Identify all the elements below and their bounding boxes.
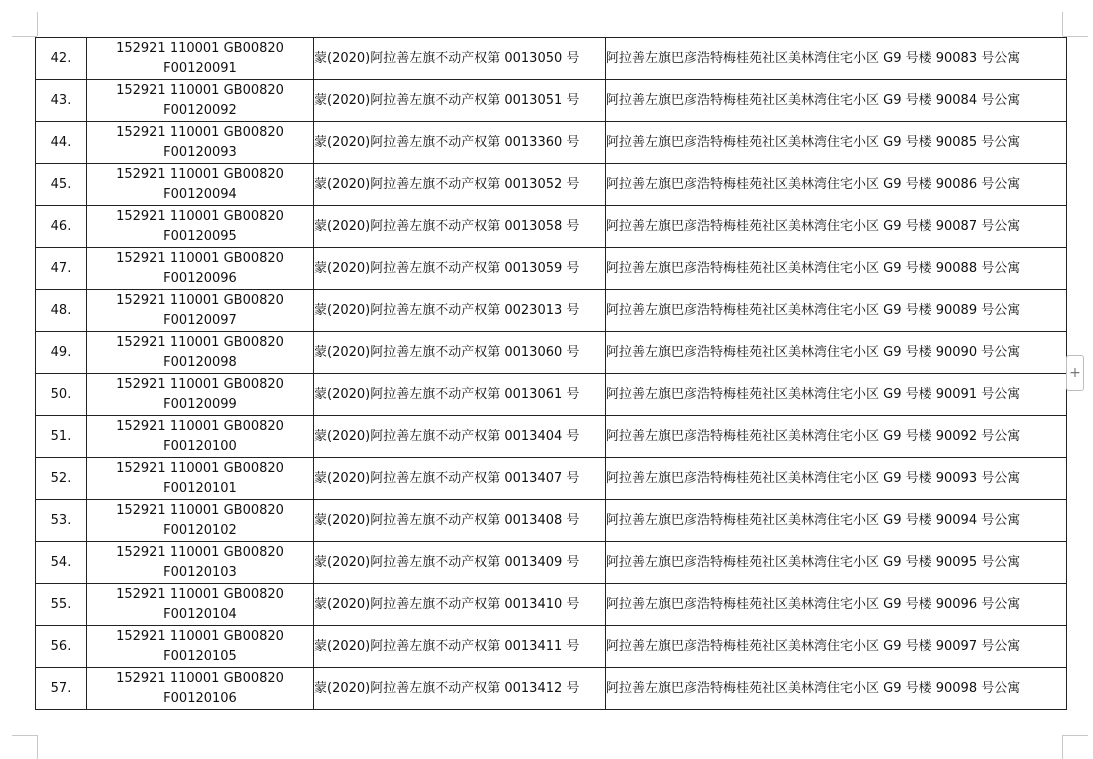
row-index: 57. bbox=[36, 668, 87, 710]
unit-code-line2: F00120095 bbox=[163, 228, 237, 244]
unit-code-cell bbox=[87, 206, 314, 248]
table-row bbox=[36, 206, 1067, 248]
unit-code-line2: F00120102 bbox=[163, 522, 237, 538]
unit-code-line2: F00120104 bbox=[163, 606, 237, 622]
crop-mark-top-left-vertical bbox=[37, 12, 38, 36]
certificate-number: 蒙(2020)阿拉善左旗不动产权第 0013060 号 bbox=[314, 332, 606, 374]
table-row bbox=[36, 374, 1067, 416]
unit-code-line2: F00120096 bbox=[163, 270, 237, 286]
table-row bbox=[36, 668, 1067, 710]
property-address: 阿拉善左旗巴彦浩特梅桂苑社区美林湾住宅小区 G9 号楼 90089 号公寓 bbox=[606, 290, 1067, 332]
unit-code-line1: 152921 110001 GB00820 bbox=[116, 292, 284, 308]
unit-code-cell bbox=[87, 122, 314, 164]
unit-code-cell bbox=[87, 584, 314, 626]
certificate-number: 蒙(2020)阿拉善左旗不动产权第 0013412 号 bbox=[314, 668, 606, 710]
property-address: 阿拉善左旗巴彦浩特梅桂苑社区美林湾住宅小区 G9 号楼 90085 号公寓 bbox=[606, 122, 1067, 164]
table-row bbox=[36, 332, 1067, 374]
unit-code-line1: 152921 110001 GB00820 bbox=[116, 376, 284, 392]
row-index: 44. bbox=[36, 122, 87, 164]
unit-code-cell bbox=[87, 668, 314, 710]
property-address: 阿拉善左旗巴彦浩特梅桂苑社区美林湾住宅小区 G9 号楼 90083 号公寓 bbox=[606, 38, 1067, 80]
expand-handle-button[interactable] bbox=[1066, 355, 1084, 391]
row-index: 52. bbox=[36, 458, 87, 500]
table-row bbox=[36, 290, 1067, 332]
unit-code-line1: 152921 110001 GB00820 bbox=[116, 334, 284, 350]
property-address: 阿拉善左旗巴彦浩特梅桂苑社区美林湾住宅小区 G9 号楼 90087 号公寓 bbox=[606, 206, 1067, 248]
table-row bbox=[36, 584, 1067, 626]
certificate-number: 蒙(2020)阿拉善左旗不动产权第 0013411 号 bbox=[314, 626, 606, 668]
property-address: 阿拉善左旗巴彦浩特梅桂苑社区美林湾住宅小区 G9 号楼 90093 号公寓 bbox=[606, 458, 1067, 500]
row-index: 49. bbox=[36, 332, 87, 374]
unit-code-cell bbox=[87, 458, 314, 500]
property-address: 阿拉善左旗巴彦浩特梅桂苑社区美林湾住宅小区 G9 号楼 90095 号公寓 bbox=[606, 542, 1067, 584]
unit-code-line1: 152921 110001 GB00820 bbox=[116, 460, 284, 476]
row-index: 55. bbox=[36, 584, 87, 626]
unit-code-line2: F00120094 bbox=[163, 186, 237, 202]
table-row bbox=[36, 542, 1067, 584]
table-row bbox=[36, 80, 1067, 122]
property-address: 阿拉善左旗巴彦浩特梅桂苑社区美林湾住宅小区 G9 号楼 90094 号公寓 bbox=[606, 500, 1067, 542]
property-address: 阿拉善左旗巴彦浩特梅桂苑社区美林湾住宅小区 G9 号楼 90084 号公寓 bbox=[606, 80, 1067, 122]
unit-code-line2: F00120097 bbox=[163, 312, 237, 328]
unit-code-cell bbox=[87, 38, 314, 80]
property-address: 阿拉善左旗巴彦浩特梅桂苑社区美林湾住宅小区 G9 号楼 90088 号公寓 bbox=[606, 248, 1067, 290]
unit-code-cell bbox=[87, 500, 314, 542]
certificate-number: 蒙(2020)阿拉善左旗不动产权第 0013058 号 bbox=[314, 206, 606, 248]
unit-code-cell bbox=[87, 164, 314, 206]
row-index: 48. bbox=[36, 290, 87, 332]
unit-code-cell bbox=[87, 416, 314, 458]
unit-code-line2: F00120101 bbox=[163, 480, 237, 496]
table-row bbox=[36, 122, 1067, 164]
table-row bbox=[36, 248, 1067, 290]
unit-code-line2: F00120105 bbox=[163, 648, 237, 664]
unit-code-line2: F00120092 bbox=[163, 102, 237, 118]
certificate-number: 蒙(2020)阿拉善左旗不动产权第 0013408 号 bbox=[314, 500, 606, 542]
unit-code-cell bbox=[87, 290, 314, 332]
table-row bbox=[36, 458, 1067, 500]
certificate-number: 蒙(2020)阿拉善左旗不动产权第 0013052 号 bbox=[314, 164, 606, 206]
property-address: 阿拉善左旗巴彦浩特梅桂苑社区美林湾住宅小区 G9 号楼 90092 号公寓 bbox=[606, 416, 1067, 458]
unit-code-line1: 152921 110001 GB00820 bbox=[116, 544, 284, 560]
unit-code-line2: F00120103 bbox=[163, 564, 237, 580]
plus-icon: + bbox=[1069, 365, 1081, 381]
certificate-number: 蒙(2020)阿拉善左旗不动产权第 0023013 号 bbox=[314, 290, 606, 332]
row-index: 51. bbox=[36, 416, 87, 458]
property-address: 阿拉善左旗巴彦浩特梅桂苑社区美林湾住宅小区 G9 号楼 90091 号公寓 bbox=[606, 374, 1067, 416]
unit-code-cell bbox=[87, 542, 314, 584]
row-index: 42. bbox=[36, 38, 87, 80]
property-address: 阿拉善左旗巴彦浩特梅桂苑社区美林湾住宅小区 G9 号楼 90090 号公寓 bbox=[606, 332, 1067, 374]
crop-mark-top-left-horizontal bbox=[12, 36, 37, 37]
unit-code-line1: 152921 110001 GB00820 bbox=[116, 670, 284, 686]
row-index: 56. bbox=[36, 626, 87, 668]
unit-code-line1: 152921 110001 GB00820 bbox=[116, 418, 284, 434]
row-index: 50. bbox=[36, 374, 87, 416]
certificate-number: 蒙(2020)阿拉善左旗不动产权第 0013404 号 bbox=[314, 416, 606, 458]
crop-mark-bottom-left-horizontal bbox=[12, 735, 37, 736]
unit-code-line1: 152921 110001 GB00820 bbox=[116, 628, 284, 644]
unit-code-line1: 152921 110001 GB00820 bbox=[116, 586, 284, 602]
unit-code-line2: F00120099 bbox=[163, 396, 237, 412]
crop-mark-top-right-vertical bbox=[1062, 12, 1063, 36]
unit-code-cell bbox=[87, 626, 314, 668]
property-address: 阿拉善左旗巴彦浩特梅桂苑社区美林湾住宅小区 G9 号楼 90098 号公寓 bbox=[606, 668, 1067, 710]
row-index: 43. bbox=[36, 80, 87, 122]
unit-code-cell bbox=[87, 80, 314, 122]
crop-mark-bottom-right-horizontal bbox=[1063, 735, 1088, 736]
unit-code-cell bbox=[87, 332, 314, 374]
table-row bbox=[36, 416, 1067, 458]
certificate-number: 蒙(2020)阿拉善左旗不动产权第 0013061 号 bbox=[314, 374, 606, 416]
certificate-number: 蒙(2020)阿拉善左旗不动产权第 0013050 号 bbox=[314, 38, 606, 80]
unit-code-line1: 152921 110001 GB00820 bbox=[116, 502, 284, 518]
unit-code-cell bbox=[87, 248, 314, 290]
row-index: 47. bbox=[36, 248, 87, 290]
property-address: 阿拉善左旗巴彦浩特梅桂苑社区美林湾住宅小区 G9 号楼 90096 号公寓 bbox=[606, 584, 1067, 626]
unit-code-line2: F00120093 bbox=[163, 144, 237, 160]
property-address: 阿拉善左旗巴彦浩特梅桂苑社区美林湾住宅小区 G9 号楼 90086 号公寓 bbox=[606, 164, 1067, 206]
row-index: 46. bbox=[36, 206, 87, 248]
crop-mark-bottom-right-vertical bbox=[1062, 735, 1063, 759]
crop-mark-bottom-left-vertical bbox=[37, 735, 38, 759]
table-row bbox=[36, 626, 1067, 668]
unit-code-line1: 152921 110001 GB00820 bbox=[116, 208, 284, 224]
certificate-number: 蒙(2020)阿拉善左旗不动产权第 0013410 号 bbox=[314, 584, 606, 626]
unit-code-line2: F00120091 bbox=[163, 60, 237, 76]
unit-code-line1: 152921 110001 GB00820 bbox=[116, 40, 284, 56]
certificate-number: 蒙(2020)阿拉善左旗不动产权第 0013051 号 bbox=[314, 80, 606, 122]
unit-code-line1: 152921 110001 GB00820 bbox=[116, 166, 284, 182]
records-table-body bbox=[36, 38, 1067, 710]
unit-code-line1: 152921 110001 GB00820 bbox=[116, 82, 284, 98]
certificate-number: 蒙(2020)阿拉善左旗不动产权第 0013407 号 bbox=[314, 458, 606, 500]
property-address: 阿拉善左旗巴彦浩特梅桂苑社区美林湾住宅小区 G9 号楼 90097 号公寓 bbox=[606, 626, 1067, 668]
unit-code-cell bbox=[87, 374, 314, 416]
unit-code-line2: F00120106 bbox=[163, 690, 237, 706]
unit-code-line1: 152921 110001 GB00820 bbox=[116, 250, 284, 266]
row-index: 53. bbox=[36, 500, 87, 542]
certificate-number: 蒙(2020)阿拉善左旗不动产权第 0013360 号 bbox=[314, 122, 606, 164]
property-records-table bbox=[35, 37, 1067, 710]
row-index: 45. bbox=[36, 164, 87, 206]
unit-code-line1: 152921 110001 GB00820 bbox=[116, 124, 284, 140]
table-row bbox=[36, 164, 1067, 206]
table-row bbox=[36, 500, 1067, 542]
certificate-number: 蒙(2020)阿拉善左旗不动产权第 0013409 号 bbox=[314, 542, 606, 584]
certificate-number: 蒙(2020)阿拉善左旗不动产权第 0013059 号 bbox=[314, 248, 606, 290]
table-row bbox=[36, 38, 1067, 80]
unit-code-line2: F00120100 bbox=[163, 438, 237, 454]
unit-code-line2: F00120098 bbox=[163, 354, 237, 370]
row-index: 54. bbox=[36, 542, 87, 584]
